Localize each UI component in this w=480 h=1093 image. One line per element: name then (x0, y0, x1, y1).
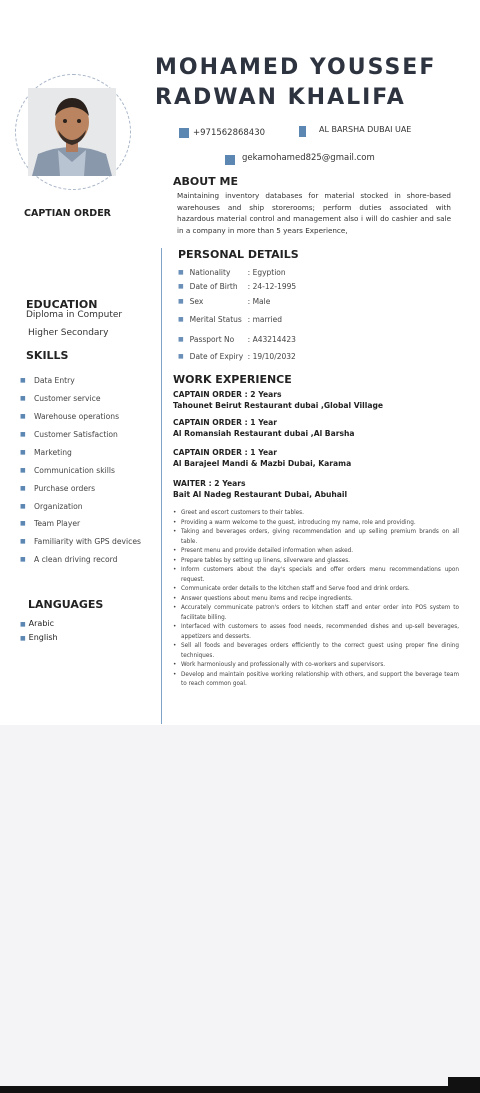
work-experience-title: WORK EXPERIENCE (173, 373, 292, 386)
duty-item: • Providing a warm welcome to the guest, introducing my name, role and providing. (173, 519, 459, 529)
bottom-corner-block (448, 1077, 480, 1093)
personal-row-passport: ■ Passport No : A43214423 (178, 335, 296, 344)
job-title: WAITER : 2 Years (173, 479, 246, 488)
address: AL BARSHA DUBAI UAE (319, 125, 412, 134)
location-icon (299, 126, 306, 137)
bullet-icon: ■ (20, 556, 26, 563)
bullet-icon: ■ (20, 449, 26, 456)
duty-item: • Taking and beverages orders, giving recommendation and up selling premium brands on all table. (173, 528, 459, 547)
bullet-icon: ■ (20, 621, 26, 628)
duty-item: • Answer questions about menu items and recipe ingredients. (173, 595, 459, 605)
bullet-icon: ■ (20, 503, 26, 510)
bullet-icon: ■ (20, 538, 26, 545)
skill-item: ■ Data Entry (20, 376, 75, 385)
skill-item: ■ Purchase orders (20, 484, 96, 493)
duty-item: • Inform customers about the day's specials and offer orders menu recommendations upon request. (173, 566, 459, 585)
skill-item: ■ Customer service (20, 394, 101, 403)
bullet-icon: ■ (178, 353, 184, 360)
duty-item: • Communicate order details to the kitchen staff and Serve food and drink orders. (173, 585, 459, 595)
email-icon (225, 155, 235, 165)
bullet-icon: ■ (20, 520, 26, 527)
bullet-icon: ■ (20, 467, 26, 474)
bullet-icon: ■ (178, 336, 184, 343)
skills-title: SKILLS (26, 349, 69, 362)
language-item: ■ English (20, 633, 58, 642)
education-item: Diploma in Computer (26, 310, 123, 320)
duty-item: • Work harmoniously and professionally with co-workers and supervisors. (173, 661, 459, 671)
phone-number: +971562868430 (193, 128, 266, 138)
duty-item: • Present menu and provide detailed information when asked. (173, 547, 459, 557)
education-title: EDUCATION (26, 298, 98, 311)
job-place: Tahounet Beirut Restaurant dubai ,Global Village (173, 401, 384, 410)
job-title: CAPTAIN ORDER : 1 Year (173, 448, 278, 457)
bullet-icon: ■ (20, 431, 26, 438)
personal-row-nationality: ■ Nationality : Egyption (178, 268, 286, 277)
skill-item: ■ A clean driving record (20, 555, 118, 564)
skill-item: ■ Marketing (20, 448, 72, 457)
job-title: CAPTAIN ORDER : 2 Years (173, 390, 282, 399)
duty-item: • Greet and escort customers to their tables. (173, 509, 459, 519)
job-place: Bait Al Nadeg Restaurant Dubai, Abuhail (173, 490, 348, 499)
duty-item: • Accurately communicate patron's orders to kitchen staff and enter order into POS system to facilitate billing. (173, 604, 459, 623)
duty-item: • Develop and maintain positive working relationship with others, and support the beverage team to reach common goal. (173, 671, 459, 690)
duties-list (173, 509, 459, 690)
about-text: Maintaining inventory databases for material stocked in shore-based warehouses and ship storerooms; perform duties associated with hazardous material control and management also i will do cashier and sale in a company in more than 5 years Experience, (177, 191, 451, 235)
job-place: Al Romansiah Restaurant dubai ,Al Barsha (173, 429, 355, 438)
personal-row-dob: ■ Date of Birth : 24-12-1995 (178, 282, 297, 291)
education-item: Higher Secondary (28, 328, 109, 338)
bullet-icon: ■ (20, 395, 26, 402)
job-title: CAPTAIN ORDER : 1 Year (173, 418, 278, 427)
personal-details-title: PERSONAL DETAILS (178, 248, 299, 261)
bullet-icon: ■ (20, 377, 26, 384)
duty-item: • Sell all foods and beverages orders efficiently to the correct guest using proper fine dining techniques. (173, 642, 459, 661)
name-line-2: RADWAN KHALIFA (155, 85, 406, 110)
skill-item: ■ Communication skills (20, 466, 115, 475)
email: gekamohamed825@gmail.com (242, 153, 375, 163)
bullet-icon: ■ (178, 316, 184, 323)
language-item: ■ Arabic (20, 619, 55, 628)
duty-item: • Prepare tables by setting up linens, silverware and glasses. (173, 557, 459, 567)
bullet-icon: ■ (20, 413, 26, 420)
job-place: Al Barajeel Mandi & Mazbi Dubai, Karama (173, 459, 352, 468)
name-line-1: MOHAMED YOUSSEF (155, 55, 437, 80)
personal-row-marital: ■ Merital Status : married (178, 315, 282, 324)
bullet-icon: ■ (178, 298, 184, 305)
skill-item: ■ Familiarity with GPS devices (20, 537, 141, 546)
column-divider (161, 248, 162, 724)
personal-row-sex: ■ Sex : Male (178, 297, 271, 306)
languages-title: LANGUAGES (28, 598, 104, 611)
objective-title: CAPTIAN ORDER (24, 208, 111, 219)
bullet-icon: ■ (20, 635, 26, 642)
skill-item: ■ Warehouse operations (20, 412, 120, 421)
skill-item: ■ Organization (20, 502, 83, 511)
duty-item: • Interfaced with customers to asses food needs, recommended dishes and up-sell beverages, appetizers and desserts. (173, 623, 459, 642)
profile-photo (28, 88, 116, 176)
bullet-icon: ■ (178, 283, 184, 290)
bullet-icon: ■ (20, 485, 26, 492)
skill-item: ■ Team Player (20, 519, 81, 528)
bullet-icon: ■ (178, 269, 184, 276)
personal-row-expiry: ■ Date of Expiry : 19/10/2032 (178, 352, 296, 361)
bottom-bar (0, 1086, 480, 1093)
skill-item: ■ Customer Satisfaction (20, 430, 118, 439)
about-title: ABOUT ME (173, 175, 238, 188)
phone-icon (179, 128, 189, 138)
